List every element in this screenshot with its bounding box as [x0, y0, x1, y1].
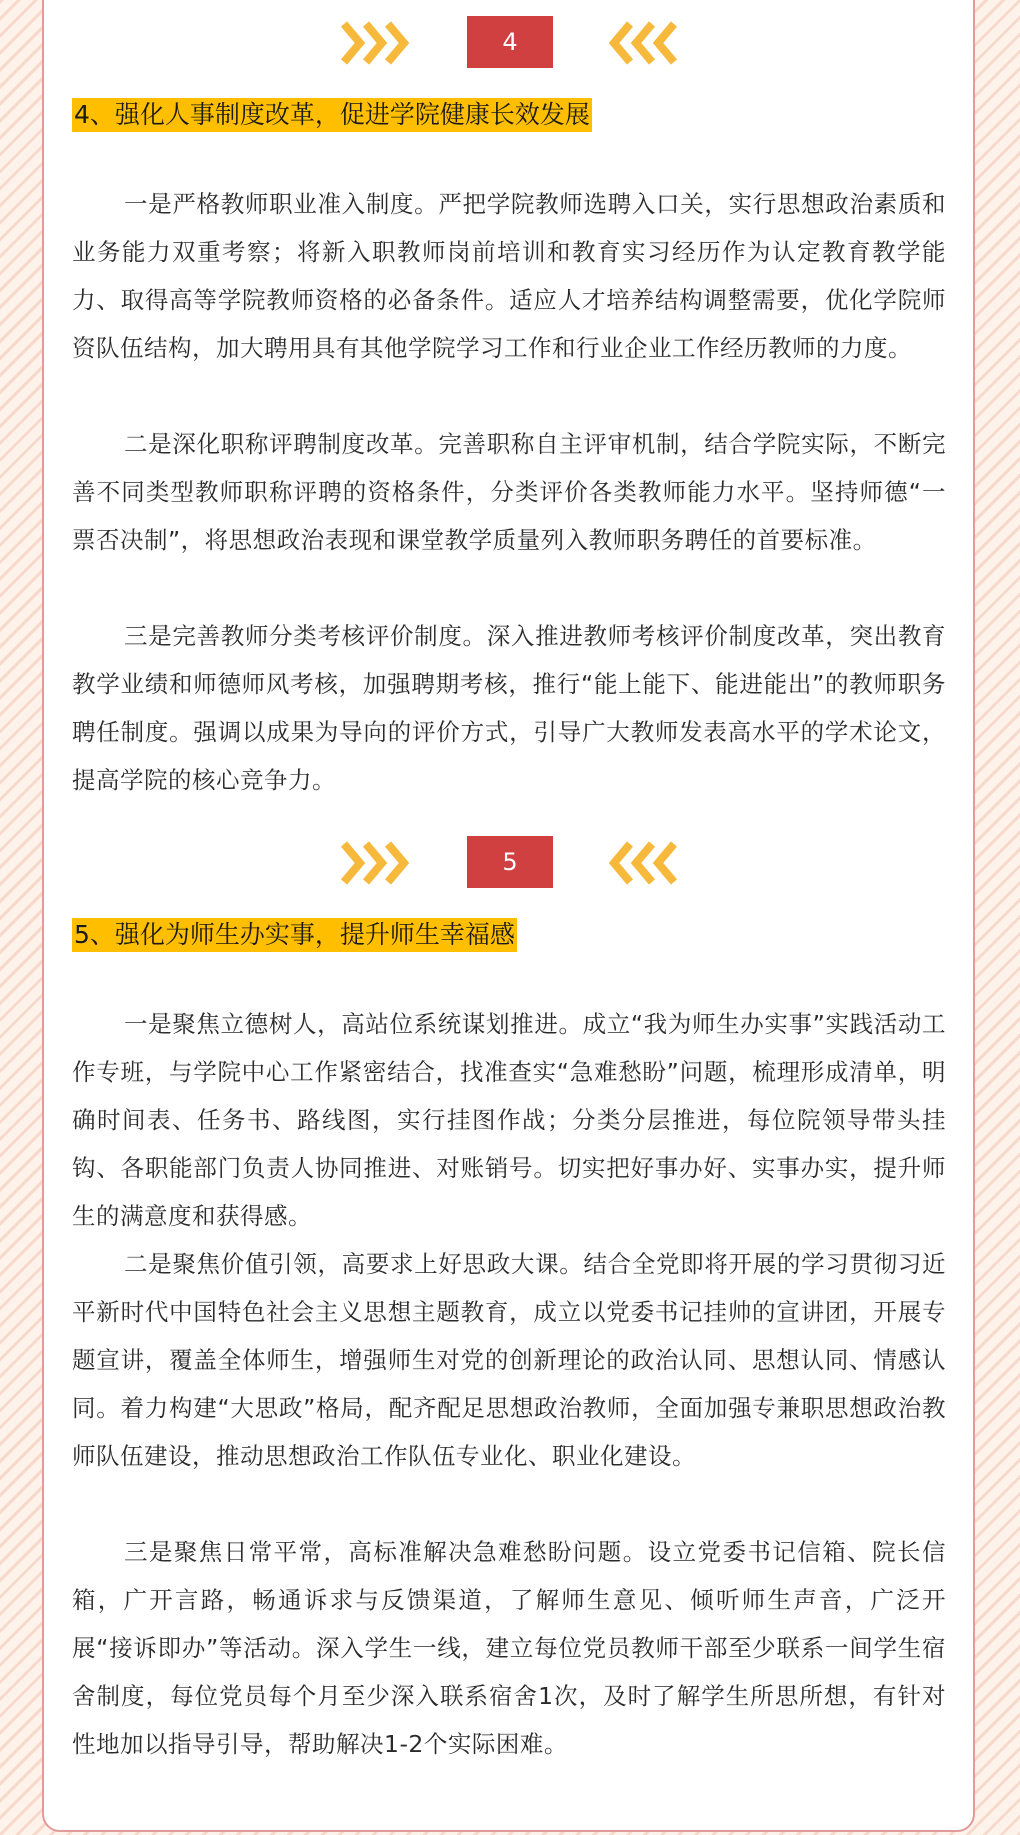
right-chevrons-icon — [340, 840, 412, 886]
left-chevrons-icon — [606, 20, 678, 66]
section-number-badge: 4 — [467, 16, 553, 68]
paragraph: 一是聚焦立德树人，高站位系统谋划推进。成立“我为师生办实事”实践活动工作专班，与学院中心工作紧密结合，找准查实“急难愁盼”问题，梳理形成清单，明确时间表、任务书、路线图，实行挂图作战；分类分层推进，每位院领导带头挂钩、各职能部门负责人协同推进、对账销号。切实把好事办好、实事办实，提升师生的满意度和获得感。 — [72, 1010, 946, 1230]
section-heading: 4、强化人事制度改革，促进学院健康长效发展 — [72, 98, 592, 132]
paragraph: 二是深化职称评聘制度改革。完善职称自主评审机制，结合学院实际，不断完善不同类型教师职称评聘的资格条件，分类评价各类教师能力水平。坚持师德“一票否决制”，将思想政治表现和课堂教学质量列入教师职务聘任的首要标准。 — [72, 430, 946, 554]
paragraph: 三是聚焦日常平常，高标准解决急难愁盼问题。设立党委书记信箱、院长信箱，广开言路，畅通诉求与反馈渠道，了解师生意见、倾听师生声音，广泛开展“接诉即办”等活动。深入学生一线，建立每位党员教师干部至少联系一间学生宿舍制度，每位党员每个月至少深入联系宿舍1次，及时了解学生所思所想，有针对性地加以指导引导，帮助解决1-2个实际困难。 — [72, 1538, 946, 1758]
paragraph: 三是完善教师分类考核评价制度。深入推进教师考核评价制度改革，突出教育教学业绩和师德师风考核，加强聘期考核，推行“能上能下、能进能出”的教师职务聘任制度。强调以成果为导向的评价方式，引导广大教师发表高水平的学术论文，提高学院的核心竞争力。 — [72, 622, 946, 794]
left-chevrons-icon — [606, 840, 678, 886]
section-marker-4 — [0, 16, 1020, 70]
right-chevrons-icon — [340, 20, 412, 66]
section-marker-5 — [0, 836, 1020, 890]
section-number-badge: 5 — [467, 836, 553, 888]
section-heading: 5、强化为师生办实事，提升师生幸福感 — [72, 918, 517, 952]
paragraph: 二是聚焦价值引领，高要求上好思政大课。结合全党即将开展的学习贯彻习近平新时代中国特色社会主义思想主题教育，成立以党委书记挂帅的宣讲团，开展专题宣讲，覆盖全体师生，增强师生对党的创新理论的政治认同、思想认同、情感认同。着力构建“大思政”格局，配齐配足思想政治教师，全面加强专兼职思想政治教师队伍建设，推动思想政治工作队伍专业化、职业化建设。 — [72, 1250, 946, 1470]
paragraph: 一是严格教师职业准入制度。严把学院教师选聘入口关，实行思想政治素质和业务能力双重考察；将新入职教师岗前培训和教育实习经历作为认定教育教学能力、取得高等学院教师资格的必备条件。适应人才培养结构调整需要，优化学院师资队伍结构，加大聘用具有其他学院学习工作和行业企业工作经历教师的力度。 — [72, 190, 946, 362]
